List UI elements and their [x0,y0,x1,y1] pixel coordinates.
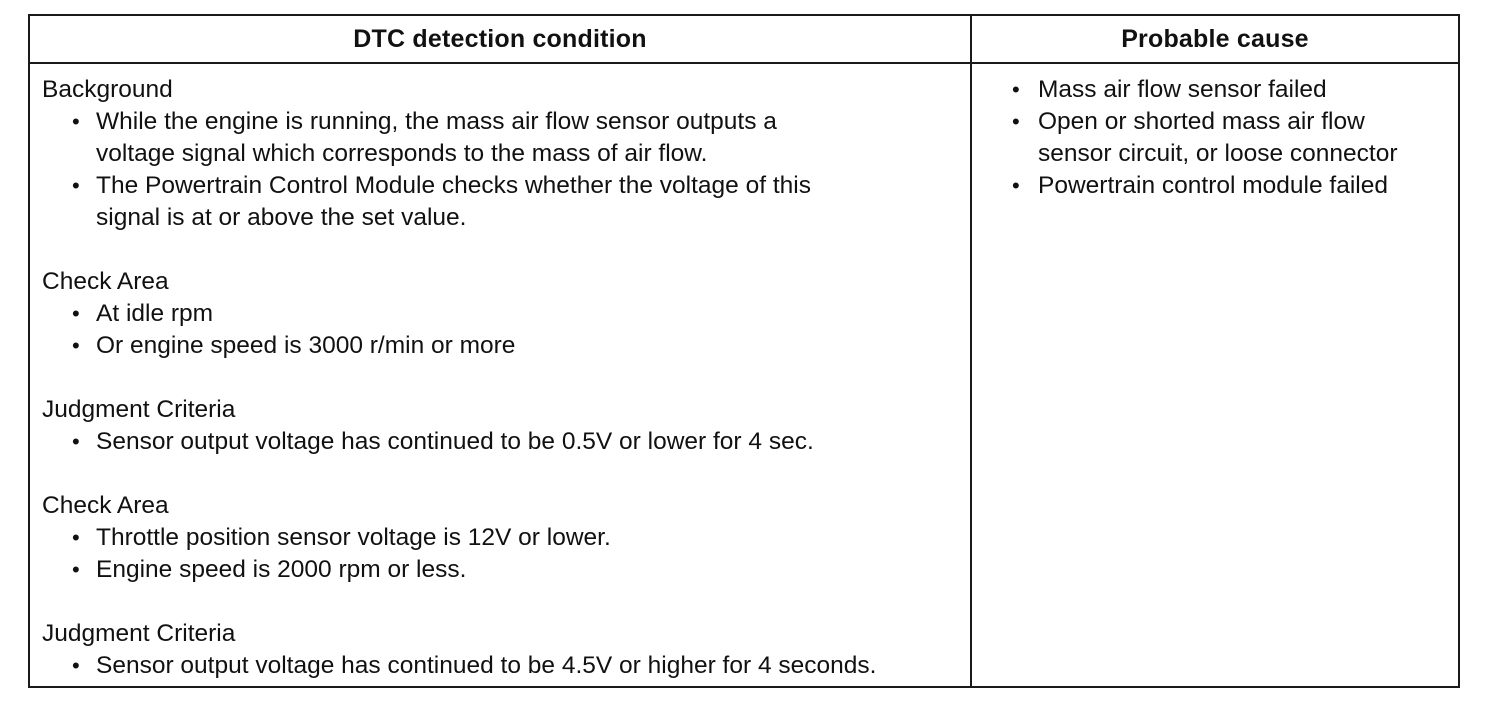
section-title: Background [42,76,173,103]
section-judgment-criteria-2 [42,618,970,682]
condition-cell [30,64,972,686]
section-background [42,74,970,234]
list-item: • Engine speed is 2000 rpm or less. [72,554,970,586]
list-item: • Throttle position sensor voltage is 12V or lower. [72,522,970,554]
cause-item: • Mass air flow sensor failed [1012,74,1442,106]
list-item: • Sensor output voltage has continued to be 0.5V or lower for 4 sec. [72,426,970,458]
list-item: • Sensor output voltage has continued to be 4.5V or higher for 4 seconds. [72,650,970,682]
bullet-list [42,522,970,586]
cause-item: • Open or shorted mass air flow sensor circuit, or loose connector [1012,106,1442,170]
section-title: Judgment Criteria [42,620,236,647]
list-item: • The Powertrain Control Module checks whether the voltage of this signal is at or above the set value. [72,170,856,234]
bullet-list [42,106,852,234]
header-dtc-detection-condition: DTC detection condition [30,16,972,64]
bullet-list [42,298,970,362]
section-check-area-1 [42,266,970,362]
section-title: Check Area [42,268,169,295]
header-probable-cause: Probable cause [972,16,1458,64]
cause-item: • Powertrain control module failed [1012,170,1442,202]
section-judgment-criteria-1 [42,394,970,458]
list-item: • At idle rpm [72,298,970,330]
bullet-list [42,650,970,682]
list-item: • Or engine speed is 3000 r/min or more [72,330,970,362]
section-check-area-2 [42,490,970,586]
bullet-list [42,426,970,458]
section-title: Check Area [42,492,169,519]
dtc-table [28,14,1460,688]
list-item: • While the engine is running, the mass air flow sensor outputs a voltage signal which corresponds to the mass of air flow. [72,106,852,170]
section-title: Judgment Criteria [42,396,236,423]
cause-list [1012,74,1442,202]
cause-cell [972,64,1458,686]
